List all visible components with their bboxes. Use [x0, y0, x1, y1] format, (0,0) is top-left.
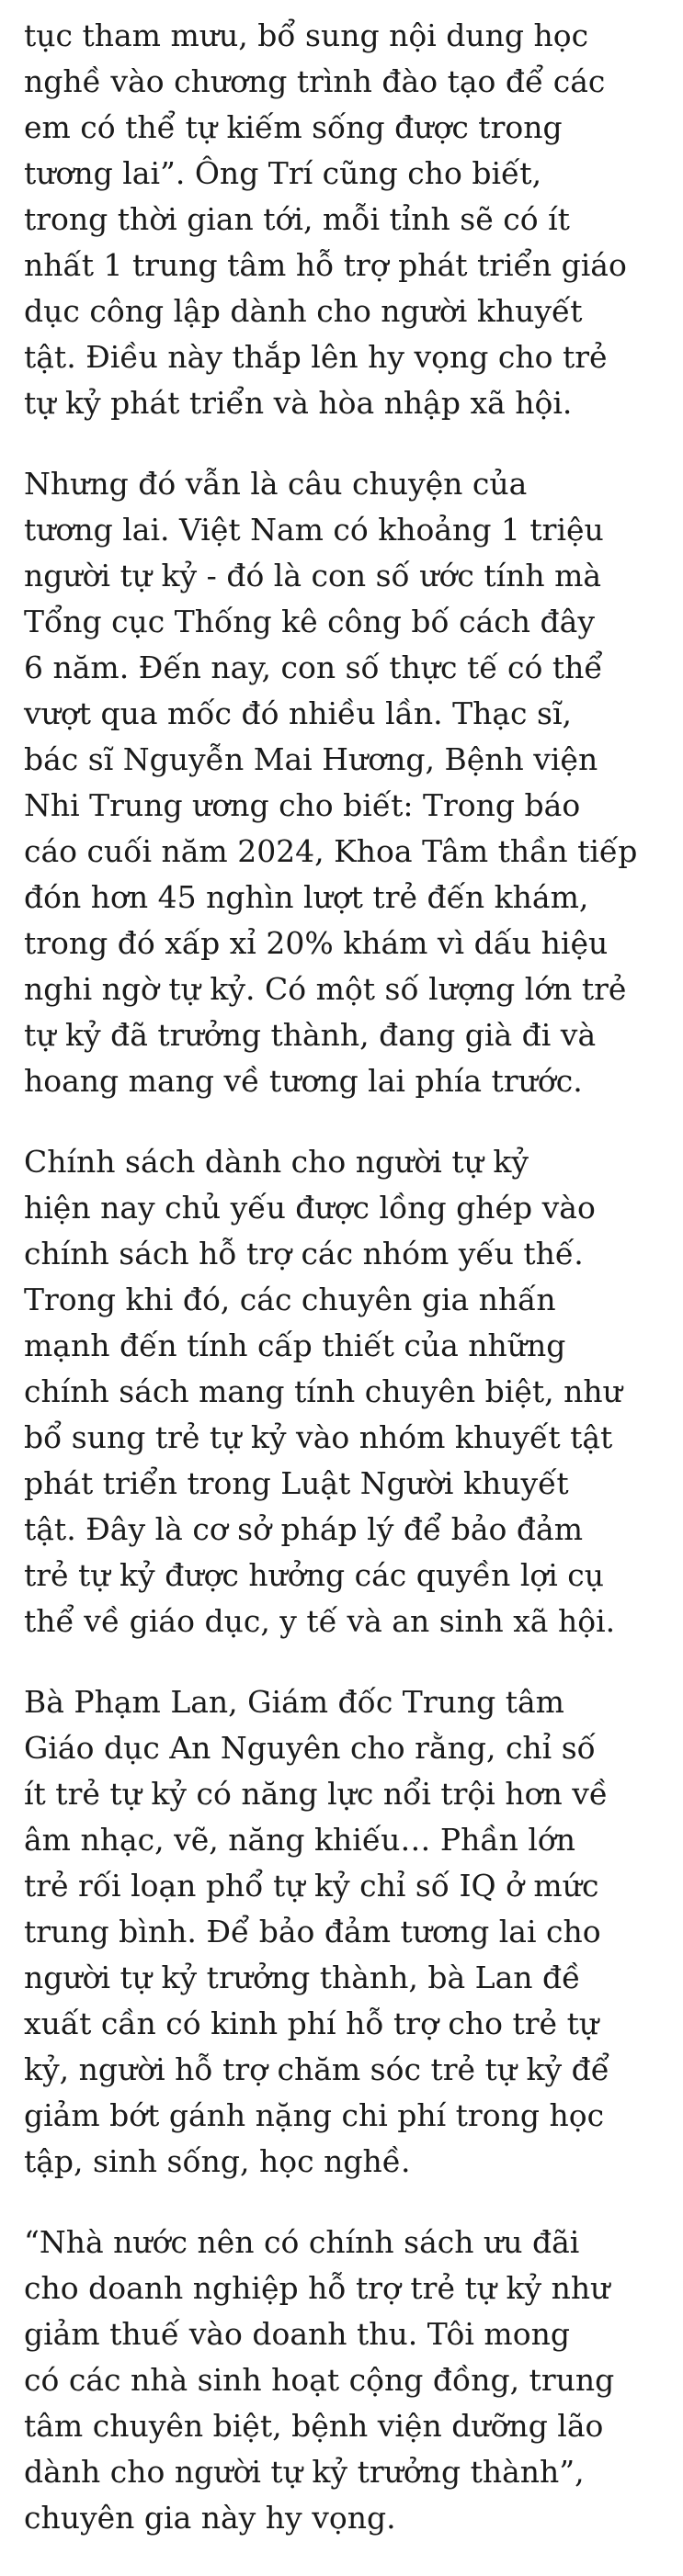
text-line: nghi ngờ tự kỷ. Có một số lượng lớn trẻ — [24, 971, 627, 1007]
paragraph-1 — [24, 13, 658, 426]
text-line: Trong khi đó, các chuyên gia nhấn — [24, 1282, 556, 1317]
text-line: trong thời gian tới, mỗi tỉnh sẽ có ít — [24, 201, 570, 237]
text-line: nhất 1 trung tâm hỗ trợ phát triển giáo — [24, 247, 627, 283]
article-body — [24, 13, 658, 2576]
text-line: tâm chuyên biệt, bệnh viện dưỡng lão — [24, 2408, 604, 2444]
text-line: tương lai”. Ông Trí cũng cho biết, — [24, 155, 542, 191]
text-line: chuyên gia này hy vọng. — [24, 2500, 396, 2536]
text-line: chính sách mang tính chuyên biệt, như — [24, 1373, 622, 1409]
text-line: dành cho người tự kỷ trưởng thành”, — [24, 2454, 585, 2490]
text-line: tương lai. Việt Nam có khoảng 1 triệu — [24, 512, 604, 548]
paragraph-3 — [24, 1139, 658, 1644]
text-line: nghề vào chương trình đào tạo để các — [24, 63, 606, 99]
text-line: trung bình. Để bảo đảm tương lai cho — [24, 1914, 601, 1949]
text-line: bổ sung trẻ tự kỷ vào nhóm khuyết tật — [24, 1419, 613, 1455]
text-line: tật. Đây là cơ sở pháp lý để bảo đảm — [24, 1511, 583, 1547]
text-line: phát triển trong Luật Người khuyết — [24, 1465, 569, 1501]
paragraph-4 — [24, 1679, 658, 2185]
text-line: 6 năm. Đến nay, con số thực tế có thể — [24, 650, 603, 685]
text-line: trong đó xấp xỉ 20% khám vì dấu hiệu — [24, 925, 609, 961]
text-line: tự kỷ đã trưởng thành, đang già đi và — [24, 1017, 597, 1053]
text-line: ít trẻ tự kỷ có năng lực nổi trội hơn về — [24, 1776, 609, 1812]
text-line: Giáo dục An Nguyên cho rằng, chỉ số — [24, 1730, 596, 1766]
paragraph-5 — [24, 2220, 658, 2541]
text-line: kỷ, người hỗ trợ chăm sóc trẻ tự kỷ để — [24, 2051, 610, 2087]
text-line: Tổng cục Thống kê công bố cách đây — [24, 604, 595, 639]
text-line: cho doanh nghiệp hỗ trợ trẻ tự kỷ như — [24, 2270, 610, 2306]
text-line: người tự kỷ trưởng thành, bà Lan đề — [24, 1960, 581, 1995]
text-line: vượt qua mốc đó nhiều lần. Thạc sĩ, — [24, 695, 572, 731]
text-line: mạnh đến tính cấp thiết của những — [24, 1328, 566, 1363]
text-line: Chính sách dành cho người tự kỷ — [24, 1144, 529, 1180]
text-line: tập, sinh sống, học nghề. — [24, 2143, 411, 2179]
text-line: bác sĩ Nguyễn Mai Hương, Bệnh viện — [24, 741, 598, 777]
text-line: hiện nay chủ yếu được lồng ghép vào — [24, 1190, 596, 1226]
text-line: tục tham mưu, bổ sung nội dung học — [24, 17, 589, 53]
text-line: “Nhà nước nên có chính sách ưu đãi — [24, 2224, 580, 2260]
text-line: hoang mang về tương lai phía trước. — [24, 1063, 583, 1099]
text-line: thể về giáo dục, y tế và an sinh xã hội. — [24, 1603, 616, 1639]
text-line: cáo cuối năm 2024, Khoa Tâm thần tiếp — [24, 833, 638, 869]
text-line: Nhi Trung ương cho biết: Trong báo — [24, 787, 581, 823]
text-line: Bà Phạm Lan, Giám đốc Trung tâm — [24, 1684, 564, 1720]
paragraph-2 — [24, 461, 658, 1104]
text-line: tự kỷ phát triển và hòa nhập xã hội. — [24, 385, 573, 421]
text-line: đón hơn 45 nghìn lượt trẻ đến khám, — [24, 879, 589, 915]
text-line: Nhưng đó vẫn là câu chuyện của — [24, 466, 528, 502]
text-line: xuất cần có kinh phí hỗ trợ cho trẻ tự — [24, 2005, 599, 2041]
text-line: chính sách hỗ trợ các nhóm yếu thế. — [24, 1236, 584, 1271]
text-line: dục công lập dành cho người khuyết — [24, 293, 583, 329]
text-line: trẻ rối loạn phổ tự kỷ chỉ số IQ ở mức — [24, 1868, 599, 1904]
text-line: có các nhà sinh hoạt cộng đồng, trung — [24, 2362, 615, 2398]
text-line: em có thể tự kiếm sống được trong — [24, 109, 563, 145]
text-line: tật. Điều này thắp lên hy vọng cho trẻ — [24, 339, 608, 375]
text-line: trẻ tự kỷ được hưởng các quyền lợi cụ — [24, 1557, 605, 1593]
text-line: âm nhạc, vẽ, năng khiếu… Phần lớn — [24, 1822, 575, 1858]
text-line: người tự kỷ - đó là con số ước tính mà — [24, 558, 602, 593]
text-line: giảm thuế vào doanh thu. Tôi mong — [24, 2316, 570, 2352]
text-line: giảm bớt gánh nặng chi phí trong học — [24, 2097, 605, 2133]
